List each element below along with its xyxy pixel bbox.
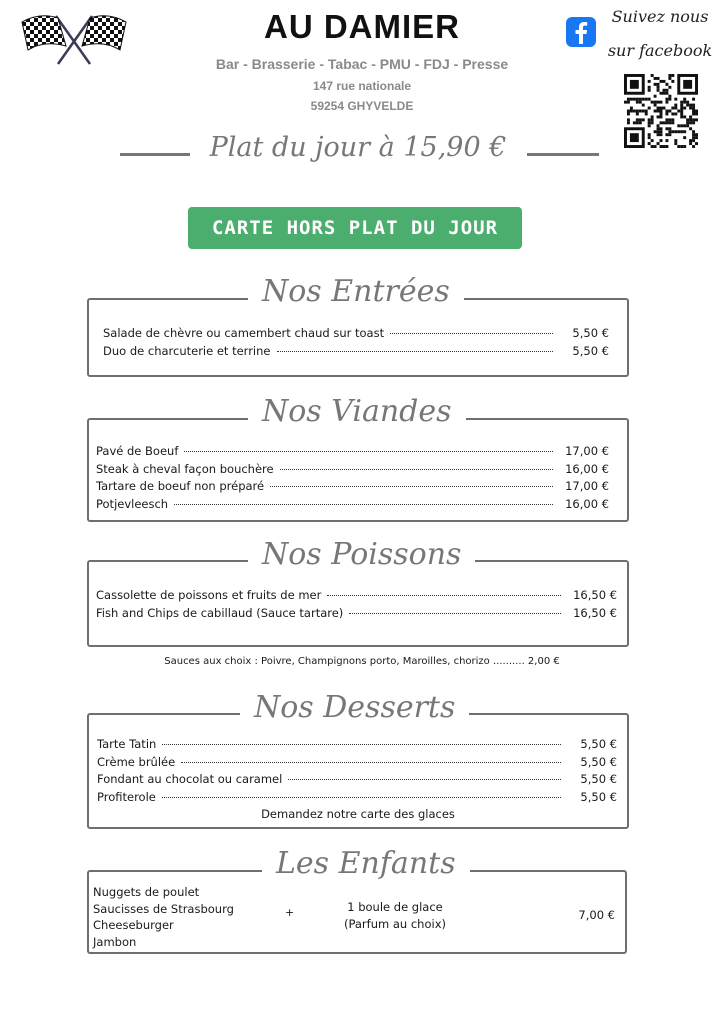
leader-dots: [280, 469, 553, 470]
menu-item: [96, 479, 609, 497]
restaurant-name: AU DAMIER: [264, 8, 460, 45]
kids-choice: Cheeseburger: [93, 918, 174, 932]
qr-code[interactable]: [624, 74, 698, 148]
menu-item: [103, 326, 609, 344]
desserts-title: Nos Desserts: [240, 690, 469, 725]
restaurant-services: Bar - Brasserie - Tabac - PMU - FDJ - Presse: [215, 56, 509, 72]
leader-dots: [288, 779, 561, 780]
leader-dots: [162, 797, 561, 798]
menu-item-price: 16,50 €: [573, 606, 617, 620]
viandes-title: Nos Viandes: [248, 394, 466, 429]
menu-item: [97, 772, 617, 790]
plus-sign: +: [285, 906, 295, 919]
menu-item: [96, 462, 609, 480]
divider-right: [527, 153, 599, 156]
divider-left: [120, 153, 190, 156]
menu-item: [96, 444, 609, 462]
dish-of-the-day: Plat du jour à 15,90 €: [209, 132, 507, 163]
kids-dessert: 1 boule de glace: [347, 900, 443, 914]
menu-without-dish-of-day-banner: CARTE HORS PLAT DU JOUR: [188, 207, 522, 249]
leader-dots: [270, 486, 553, 487]
menu-item-name: Crème brûlée: [97, 754, 176, 769]
leader-dots: [174, 504, 553, 505]
facebook-icon[interactable]: [566, 17, 596, 47]
address-street: 147 rue nationale: [312, 79, 412, 93]
desserts-section: [87, 713, 629, 829]
leader-dots: [390, 333, 553, 334]
facebook-follow-line1: Suivez nous: [611, 7, 709, 26]
menu-item-name: Cassolette de poissons et fruits de mer: [96, 588, 322, 602]
menu-item-name: Tartare de boeuf non préparé: [96, 479, 265, 493]
entrees-section: [87, 298, 629, 377]
sauces-note: Sauces aux choix : Poivre, Champignons porto, Maroilles, chorizo .......... 2,00 €: [164, 656, 560, 667]
kids-choice: Saucisses de Strasbourg: [93, 901, 234, 916]
kids-menu-price: 7,00 €: [578, 908, 615, 922]
menu-item-price: 5,50 €: [580, 789, 617, 804]
kids-dessert-detail: (Parfum au choix): [343, 916, 446, 931]
menu-item-price: 16,50 €: [573, 588, 617, 602]
address-city: 59254 GHYVELDE: [310, 99, 414, 113]
menu-item: [97, 790, 617, 808]
poissons-title: Nos Poissons: [248, 537, 475, 572]
enfants-title: Les Enfants: [262, 846, 470, 881]
menu-item-name: Salade de chèvre ou camembert chaud sur toast: [103, 326, 385, 340]
menu-item-name: Steak à cheval façon bouchère: [96, 461, 274, 476]
menu-item-name: Duo de charcuterie et terrine: [103, 344, 271, 358]
menu-item: [97, 755, 617, 773]
kids-choice: Nuggets de poulet: [93, 885, 200, 899]
menu-item-price: 5,50 €: [580, 772, 617, 786]
viandes-section: [87, 418, 629, 522]
menu-item-name: Fondant au chocolat ou caramel: [97, 772, 283, 786]
menu-item-price: 17,00 €: [565, 444, 609, 458]
leader-dots: [277, 351, 554, 352]
menu-item-name: Tarte Tatin: [97, 737, 157, 751]
leader-dots: [162, 744, 561, 745]
menu-item-price: 5,50 €: [580, 754, 617, 769]
enfants-section: [87, 870, 627, 954]
leader-dots: [184, 451, 553, 452]
menu-item-name: Profiterole: [97, 789, 156, 804]
facebook-follow-line2: sur facebook: [607, 41, 713, 60]
poissons-section: [87, 560, 629, 647]
menu-item-name: Fish and Chips de cabillaud (Sauce tartare): [96, 606, 344, 620]
menu-item-price: 17,00 €: [565, 479, 609, 493]
leader-dots: [327, 595, 561, 596]
menu-item: [96, 588, 617, 606]
menu-item: [97, 737, 617, 755]
menu-item: [96, 606, 617, 624]
menu-item-price: 5,50 €: [572, 326, 609, 340]
leader-dots: [181, 762, 561, 763]
entrees-title: Nos Entrées: [248, 274, 464, 309]
menu-item: [103, 344, 609, 362]
menu-item-price: 5,50 €: [580, 737, 617, 751]
leader-dots: [349, 613, 561, 614]
menu-item-price: 16,00 €: [565, 496, 609, 511]
menu-item-name: Potjevleesch: [96, 496, 169, 511]
menu-item-name: Pavé de Boeuf: [96, 444, 179, 458]
kids-choice: Jambon: [93, 934, 137, 949]
menu-item: [96, 497, 609, 515]
menu-item-price: 5,50 €: [572, 344, 609, 358]
menu-item-price: 16,00 €: [565, 461, 609, 476]
ice-cream-note: Demandez notre carte des glaces: [261, 807, 455, 821]
